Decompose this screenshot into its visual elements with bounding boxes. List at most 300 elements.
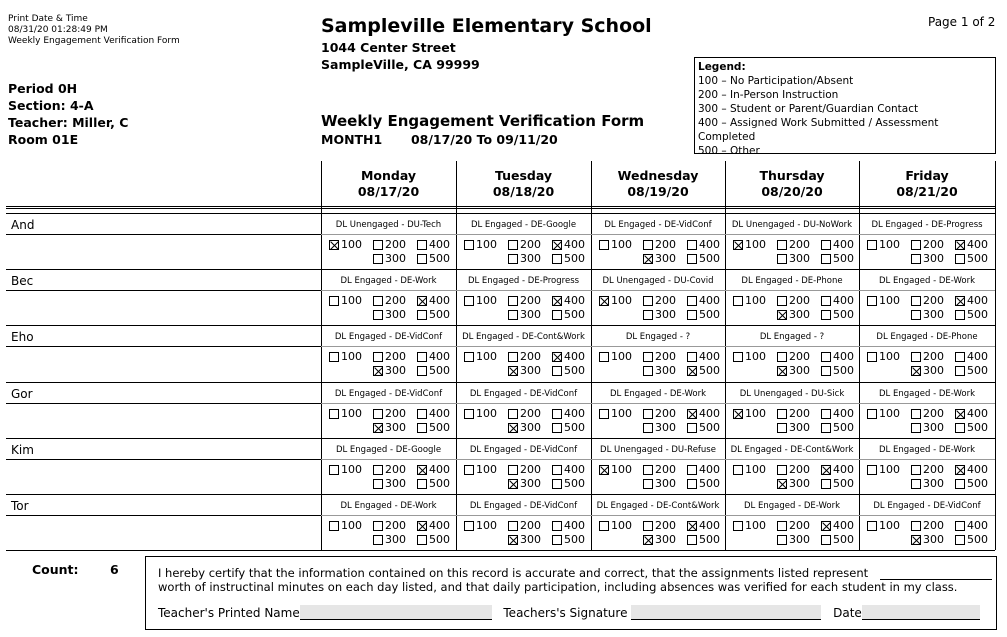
checkbox-box[interactable] bbox=[599, 296, 609, 306]
checkbox-box[interactable] bbox=[643, 352, 653, 362]
checkbox-box[interactable] bbox=[417, 409, 427, 419]
checkbox-box[interactable] bbox=[777, 479, 787, 489]
checkbox-500[interactable] bbox=[552, 364, 585, 377]
checkbox-box[interactable] bbox=[911, 535, 921, 545]
checkbox-box[interactable] bbox=[643, 479, 653, 489]
checkbox-box[interactable] bbox=[955, 254, 965, 264]
checkbox-300[interactable] bbox=[777, 252, 810, 265]
checkbox-100[interactable] bbox=[329, 350, 362, 363]
checkbox-400[interactable] bbox=[687, 294, 720, 307]
checkbox-200[interactable] bbox=[643, 463, 676, 476]
checkbox-box[interactable] bbox=[552, 352, 562, 362]
checkbox-box[interactable] bbox=[821, 366, 831, 376]
checkbox-box[interactable] bbox=[687, 465, 697, 475]
checkbox-box[interactable] bbox=[911, 240, 921, 250]
checkbox-box[interactable] bbox=[373, 254, 383, 264]
checkbox-200[interactable] bbox=[373, 463, 406, 476]
checkbox-box[interactable] bbox=[552, 310, 562, 320]
checkbox-box[interactable] bbox=[955, 352, 965, 362]
checkbox-100[interactable] bbox=[329, 407, 362, 420]
checkbox-500[interactable] bbox=[417, 421, 450, 434]
checkbox-box[interactable] bbox=[687, 310, 697, 320]
checkbox-200[interactable] bbox=[911, 407, 944, 420]
checkbox-400[interactable] bbox=[552, 519, 585, 532]
checkbox-500[interactable] bbox=[687, 477, 720, 490]
checkbox-box[interactable] bbox=[552, 535, 562, 545]
checkbox-400[interactable] bbox=[687, 407, 720, 420]
checkbox-box[interactable] bbox=[733, 296, 743, 306]
checkbox-400[interactable] bbox=[552, 294, 585, 307]
checkbox-box[interactable] bbox=[643, 310, 653, 320]
checkbox-200[interactable] bbox=[508, 238, 541, 251]
checkbox-300[interactable] bbox=[911, 477, 944, 490]
checkbox-box[interactable] bbox=[508, 240, 518, 250]
checkbox-500[interactable] bbox=[687, 364, 720, 377]
checkbox-box[interactable] bbox=[329, 465, 339, 475]
checkbox-box[interactable] bbox=[373, 310, 383, 320]
checkbox-box[interactable] bbox=[508, 310, 518, 320]
checkbox-500[interactable] bbox=[552, 477, 585, 490]
checkbox-box[interactable] bbox=[777, 352, 787, 362]
checkbox-100[interactable] bbox=[329, 238, 362, 251]
checkbox-200[interactable] bbox=[643, 294, 676, 307]
checkbox-box[interactable] bbox=[777, 535, 787, 545]
checkbox-300[interactable] bbox=[643, 252, 676, 265]
checkbox-box[interactable] bbox=[867, 521, 877, 531]
checkbox-100[interactable] bbox=[599, 519, 632, 532]
checkbox-300[interactable] bbox=[508, 533, 541, 546]
checkbox-box[interactable] bbox=[329, 521, 339, 531]
checkbox-box[interactable] bbox=[464, 409, 474, 419]
checkbox-300[interactable] bbox=[508, 421, 541, 434]
checkbox-box[interactable] bbox=[464, 521, 474, 531]
checkbox-200[interactable] bbox=[508, 294, 541, 307]
checkbox-box[interactable] bbox=[777, 296, 787, 306]
checkbox-100[interactable] bbox=[599, 350, 632, 363]
checkbox-100[interactable] bbox=[867, 238, 900, 251]
checkbox-500[interactable] bbox=[955, 421, 988, 434]
checkbox-box[interactable] bbox=[508, 423, 518, 433]
checkbox-400[interactable] bbox=[821, 407, 854, 420]
checkbox-200[interactable] bbox=[643, 519, 676, 532]
checkbox-box[interactable] bbox=[911, 521, 921, 531]
checkbox-400[interactable] bbox=[955, 407, 988, 420]
checkbox-box[interactable] bbox=[552, 521, 562, 531]
checkbox-box[interactable] bbox=[687, 479, 697, 489]
checkbox-box[interactable] bbox=[821, 352, 831, 362]
checkbox-400[interactable] bbox=[552, 350, 585, 363]
checkbox-500[interactable] bbox=[955, 364, 988, 377]
checkbox-box[interactable] bbox=[821, 310, 831, 320]
checkbox-box[interactable] bbox=[417, 310, 427, 320]
checkbox-box[interactable] bbox=[955, 423, 965, 433]
checkbox-box[interactable] bbox=[687, 521, 697, 531]
checkbox-400[interactable] bbox=[687, 463, 720, 476]
checkbox-300[interactable] bbox=[643, 308, 676, 321]
checkbox-300[interactable] bbox=[643, 533, 676, 546]
checkbox-100[interactable] bbox=[464, 463, 497, 476]
checkbox-box[interactable] bbox=[911, 254, 921, 264]
checkbox-200[interactable] bbox=[373, 294, 406, 307]
checkbox-100[interactable] bbox=[329, 463, 362, 476]
checkbox-400[interactable] bbox=[687, 350, 720, 363]
checkbox-300[interactable] bbox=[911, 252, 944, 265]
checkbox-box[interactable] bbox=[643, 521, 653, 531]
checkbox-box[interactable] bbox=[552, 240, 562, 250]
checkbox-300[interactable] bbox=[911, 533, 944, 546]
checkbox-100[interactable] bbox=[329, 294, 362, 307]
checkbox-400[interactable] bbox=[821, 238, 854, 251]
checkbox-box[interactable] bbox=[955, 479, 965, 489]
checkbox-box[interactable] bbox=[552, 366, 562, 376]
checkbox-box[interactable] bbox=[417, 296, 427, 306]
checkbox-500[interactable] bbox=[687, 308, 720, 321]
checkbox-box[interactable] bbox=[599, 465, 609, 475]
checkbox-100[interactable] bbox=[599, 463, 632, 476]
checkbox-400[interactable] bbox=[417, 407, 450, 420]
checkbox-500[interactable] bbox=[417, 308, 450, 321]
checkbox-200[interactable] bbox=[911, 350, 944, 363]
checkbox-500[interactable] bbox=[687, 533, 720, 546]
checkbox-300[interactable] bbox=[373, 477, 406, 490]
checkbox-box[interactable] bbox=[955, 310, 965, 320]
checkbox-100[interactable] bbox=[464, 238, 497, 251]
checkbox-500[interactable] bbox=[552, 308, 585, 321]
checkbox-box[interactable] bbox=[552, 423, 562, 433]
checkbox-box[interactable] bbox=[955, 465, 965, 475]
checkbox-200[interactable] bbox=[777, 463, 810, 476]
checkbox-box[interactable] bbox=[821, 409, 831, 419]
checkbox-500[interactable] bbox=[552, 421, 585, 434]
checkbox-box[interactable] bbox=[687, 352, 697, 362]
checkbox-400[interactable] bbox=[417, 350, 450, 363]
checkbox-box[interactable] bbox=[777, 366, 787, 376]
checkbox-box[interactable] bbox=[464, 296, 474, 306]
checkbox-box[interactable] bbox=[821, 521, 831, 531]
checkbox-500[interactable] bbox=[687, 421, 720, 434]
checkbox-box[interactable] bbox=[329, 409, 339, 419]
checkbox-box[interactable] bbox=[599, 240, 609, 250]
checkbox-box[interactable] bbox=[329, 352, 339, 362]
checkbox-box[interactable] bbox=[955, 521, 965, 531]
checkbox-400[interactable] bbox=[687, 238, 720, 251]
checkbox-box[interactable] bbox=[777, 521, 787, 531]
checkbox-100[interactable] bbox=[733, 350, 766, 363]
checkbox-300[interactable] bbox=[777, 421, 810, 434]
checkbox-box[interactable] bbox=[373, 366, 383, 376]
checkbox-box[interactable] bbox=[643, 240, 653, 250]
checkbox-box[interactable] bbox=[508, 465, 518, 475]
checkbox-200[interactable] bbox=[911, 238, 944, 251]
checkbox-400[interactable] bbox=[417, 238, 450, 251]
checkbox-200[interactable] bbox=[508, 519, 541, 532]
checkbox-box[interactable] bbox=[373, 240, 383, 250]
checkbox-box[interactable] bbox=[643, 535, 653, 545]
checkbox-100[interactable] bbox=[867, 294, 900, 307]
checkbox-box[interactable] bbox=[643, 254, 653, 264]
checkbox-box[interactable] bbox=[417, 521, 427, 531]
checkbox-box[interactable] bbox=[464, 465, 474, 475]
checkbox-box[interactable] bbox=[687, 535, 697, 545]
checkbox-box[interactable] bbox=[643, 465, 653, 475]
checkbox-100[interactable] bbox=[464, 407, 497, 420]
checkbox-100[interactable] bbox=[733, 238, 766, 251]
checkbox-box[interactable] bbox=[373, 296, 383, 306]
checkbox-400[interactable] bbox=[821, 350, 854, 363]
checkbox-box[interactable] bbox=[643, 296, 653, 306]
checkbox-box[interactable] bbox=[643, 409, 653, 419]
checkbox-box[interactable] bbox=[373, 521, 383, 531]
signature-field[interactable] bbox=[631, 605, 821, 620]
checkbox-400[interactable] bbox=[417, 519, 450, 532]
checkbox-box[interactable] bbox=[777, 423, 787, 433]
checkbox-300[interactable] bbox=[777, 477, 810, 490]
checkbox-100[interactable] bbox=[599, 294, 632, 307]
checkbox-500[interactable] bbox=[821, 252, 854, 265]
checkbox-500[interactable] bbox=[417, 364, 450, 377]
checkbox-400[interactable] bbox=[955, 294, 988, 307]
checkbox-box[interactable] bbox=[687, 423, 697, 433]
checkbox-box[interactable] bbox=[821, 479, 831, 489]
checkbox-200[interactable] bbox=[911, 463, 944, 476]
checkbox-box[interactable] bbox=[508, 479, 518, 489]
checkbox-box[interactable] bbox=[373, 535, 383, 545]
checkbox-100[interactable] bbox=[733, 294, 766, 307]
checkbox-box[interactable] bbox=[373, 465, 383, 475]
checkbox-box[interactable] bbox=[911, 366, 921, 376]
checkbox-100[interactable] bbox=[867, 519, 900, 532]
checkbox-200[interactable] bbox=[373, 350, 406, 363]
checkbox-box[interactable] bbox=[508, 409, 518, 419]
checkbox-300[interactable] bbox=[373, 308, 406, 321]
checkbox-400[interactable] bbox=[417, 463, 450, 476]
checkbox-200[interactable] bbox=[643, 350, 676, 363]
checkbox-box[interactable] bbox=[733, 465, 743, 475]
checkbox-500[interactable] bbox=[821, 533, 854, 546]
checkbox-500[interactable] bbox=[955, 533, 988, 546]
checkbox-box[interactable] bbox=[733, 409, 743, 419]
checkbox-400[interactable] bbox=[955, 463, 988, 476]
checkbox-300[interactable] bbox=[508, 477, 541, 490]
checkbox-box[interactable] bbox=[955, 535, 965, 545]
checkbox-200[interactable] bbox=[373, 519, 406, 532]
checkbox-200[interactable] bbox=[777, 350, 810, 363]
minutes-field[interactable] bbox=[880, 565, 992, 580]
checkbox-box[interactable] bbox=[508, 254, 518, 264]
checkbox-300[interactable] bbox=[373, 533, 406, 546]
checkbox-box[interactable] bbox=[417, 535, 427, 545]
date-field[interactable] bbox=[862, 605, 980, 620]
checkbox-200[interactable] bbox=[777, 407, 810, 420]
checkbox-box[interactable] bbox=[911, 296, 921, 306]
checkbox-500[interactable] bbox=[417, 252, 450, 265]
checkbox-box[interactable] bbox=[417, 352, 427, 362]
checkbox-box[interactable] bbox=[687, 240, 697, 250]
checkbox-300[interactable] bbox=[911, 364, 944, 377]
checkbox-box[interactable] bbox=[777, 465, 787, 475]
checkbox-500[interactable] bbox=[417, 477, 450, 490]
checkbox-box[interactable] bbox=[464, 352, 474, 362]
checkbox-box[interactable] bbox=[777, 409, 787, 419]
checkbox-box[interactable] bbox=[643, 366, 653, 376]
checkbox-box[interactable] bbox=[911, 352, 921, 362]
checkbox-300[interactable] bbox=[643, 364, 676, 377]
checkbox-box[interactable] bbox=[417, 423, 427, 433]
checkbox-500[interactable] bbox=[417, 533, 450, 546]
checkbox-box[interactable] bbox=[464, 240, 474, 250]
checkbox-box[interactable] bbox=[552, 254, 562, 264]
checkbox-box[interactable] bbox=[733, 240, 743, 250]
checkbox-200[interactable] bbox=[911, 519, 944, 532]
checkbox-200[interactable] bbox=[508, 407, 541, 420]
checkbox-box[interactable] bbox=[955, 366, 965, 376]
checkbox-box[interactable] bbox=[373, 409, 383, 419]
checkbox-400[interactable] bbox=[955, 238, 988, 251]
checkbox-box[interactable] bbox=[777, 254, 787, 264]
checkbox-100[interactable] bbox=[867, 350, 900, 363]
checkbox-200[interactable] bbox=[643, 238, 676, 251]
checkbox-300[interactable] bbox=[777, 364, 810, 377]
checkbox-box[interactable] bbox=[821, 296, 831, 306]
checkbox-box[interactable] bbox=[508, 366, 518, 376]
checkbox-400[interactable] bbox=[417, 294, 450, 307]
checkbox-box[interactable] bbox=[508, 521, 518, 531]
checkbox-box[interactable] bbox=[911, 479, 921, 489]
checkbox-400[interactable] bbox=[821, 294, 854, 307]
checkbox-100[interactable] bbox=[464, 294, 497, 307]
checkbox-100[interactable] bbox=[329, 519, 362, 532]
checkbox-400[interactable] bbox=[687, 519, 720, 532]
checkbox-200[interactable] bbox=[373, 407, 406, 420]
checkbox-200[interactable] bbox=[777, 519, 810, 532]
checkbox-box[interactable] bbox=[599, 352, 609, 362]
checkbox-box[interactable] bbox=[821, 423, 831, 433]
checkbox-300[interactable] bbox=[508, 364, 541, 377]
checkbox-200[interactable] bbox=[777, 238, 810, 251]
checkbox-box[interactable] bbox=[373, 423, 383, 433]
checkbox-500[interactable] bbox=[552, 533, 585, 546]
checkbox-box[interactable] bbox=[643, 423, 653, 433]
checkbox-box[interactable] bbox=[821, 254, 831, 264]
checkbox-100[interactable] bbox=[464, 519, 497, 532]
checkbox-100[interactable] bbox=[464, 350, 497, 363]
checkbox-300[interactable] bbox=[373, 364, 406, 377]
checkbox-box[interactable] bbox=[821, 240, 831, 250]
checkbox-200[interactable] bbox=[508, 463, 541, 476]
checkbox-box[interactable] bbox=[955, 240, 965, 250]
checkbox-500[interactable] bbox=[821, 364, 854, 377]
checkbox-100[interactable] bbox=[599, 407, 632, 420]
checkbox-box[interactable] bbox=[599, 409, 609, 419]
checkbox-box[interactable] bbox=[867, 296, 877, 306]
checkbox-300[interactable] bbox=[643, 477, 676, 490]
checkbox-100[interactable] bbox=[599, 238, 632, 251]
checkbox-100[interactable] bbox=[733, 519, 766, 532]
checkbox-box[interactable] bbox=[911, 310, 921, 320]
checkbox-300[interactable] bbox=[777, 533, 810, 546]
checkbox-300[interactable] bbox=[911, 308, 944, 321]
checkbox-box[interactable] bbox=[733, 521, 743, 531]
checkbox-box[interactable] bbox=[508, 535, 518, 545]
checkbox-200[interactable] bbox=[911, 294, 944, 307]
checkbox-box[interactable] bbox=[955, 296, 965, 306]
checkbox-box[interactable] bbox=[687, 254, 697, 264]
checkbox-400[interactable] bbox=[552, 238, 585, 251]
checkbox-box[interactable] bbox=[552, 409, 562, 419]
checkbox-box[interactable] bbox=[777, 240, 787, 250]
checkbox-box[interactable] bbox=[733, 352, 743, 362]
checkbox-400[interactable] bbox=[821, 519, 854, 532]
checkbox-box[interactable] bbox=[417, 254, 427, 264]
checkbox-500[interactable] bbox=[687, 252, 720, 265]
checkbox-box[interactable] bbox=[955, 409, 965, 419]
checkbox-100[interactable] bbox=[867, 463, 900, 476]
checkbox-400[interactable] bbox=[955, 350, 988, 363]
checkbox-400[interactable] bbox=[552, 463, 585, 476]
checkbox-300[interactable] bbox=[911, 421, 944, 434]
checkbox-box[interactable] bbox=[867, 240, 877, 250]
checkbox-500[interactable] bbox=[552, 252, 585, 265]
checkbox-300[interactable] bbox=[643, 421, 676, 434]
checkbox-400[interactable] bbox=[821, 463, 854, 476]
checkbox-200[interactable] bbox=[777, 294, 810, 307]
checkbox-box[interactable] bbox=[552, 296, 562, 306]
checkbox-box[interactable] bbox=[867, 352, 877, 362]
checkbox-300[interactable] bbox=[777, 308, 810, 321]
checkbox-box[interactable] bbox=[911, 423, 921, 433]
checkbox-box[interactable] bbox=[867, 465, 877, 475]
checkbox-box[interactable] bbox=[821, 465, 831, 475]
checkbox-500[interactable] bbox=[821, 308, 854, 321]
checkbox-box[interactable] bbox=[373, 352, 383, 362]
checkbox-box[interactable] bbox=[911, 409, 921, 419]
checkbox-400[interactable] bbox=[955, 519, 988, 532]
checkbox-100[interactable] bbox=[867, 407, 900, 420]
checkbox-box[interactable] bbox=[687, 409, 697, 419]
checkbox-box[interactable] bbox=[417, 240, 427, 250]
checkbox-box[interactable] bbox=[687, 296, 697, 306]
checkbox-box[interactable] bbox=[552, 479, 562, 489]
checkbox-box[interactable] bbox=[599, 521, 609, 531]
checkbox-box[interactable] bbox=[821, 535, 831, 545]
checkbox-box[interactable] bbox=[417, 465, 427, 475]
checkbox-box[interactable] bbox=[329, 296, 339, 306]
checkbox-500[interactable] bbox=[955, 308, 988, 321]
checkbox-300[interactable] bbox=[508, 308, 541, 321]
checkbox-box[interactable] bbox=[417, 366, 427, 376]
checkbox-500[interactable] bbox=[821, 421, 854, 434]
checkbox-box[interactable] bbox=[687, 366, 697, 376]
checkbox-200[interactable] bbox=[508, 350, 541, 363]
checkbox-box[interactable] bbox=[329, 240, 339, 250]
checkbox-100[interactable] bbox=[733, 463, 766, 476]
checkbox-300[interactable] bbox=[373, 252, 406, 265]
checkbox-500[interactable] bbox=[955, 477, 988, 490]
checkbox-box[interactable] bbox=[867, 409, 877, 419]
checkbox-box[interactable] bbox=[508, 352, 518, 362]
checkbox-box[interactable] bbox=[508, 296, 518, 306]
checkbox-box[interactable] bbox=[777, 310, 787, 320]
checkbox-400[interactable] bbox=[552, 407, 585, 420]
checkbox-500[interactable] bbox=[821, 477, 854, 490]
checkbox-box[interactable] bbox=[911, 465, 921, 475]
checkbox-300[interactable] bbox=[508, 252, 541, 265]
checkbox-box[interactable] bbox=[373, 479, 383, 489]
checkbox-500[interactable] bbox=[955, 252, 988, 265]
checkbox-200[interactable] bbox=[643, 407, 676, 420]
checkbox-box[interactable] bbox=[417, 479, 427, 489]
checkbox-box[interactable] bbox=[552, 465, 562, 475]
